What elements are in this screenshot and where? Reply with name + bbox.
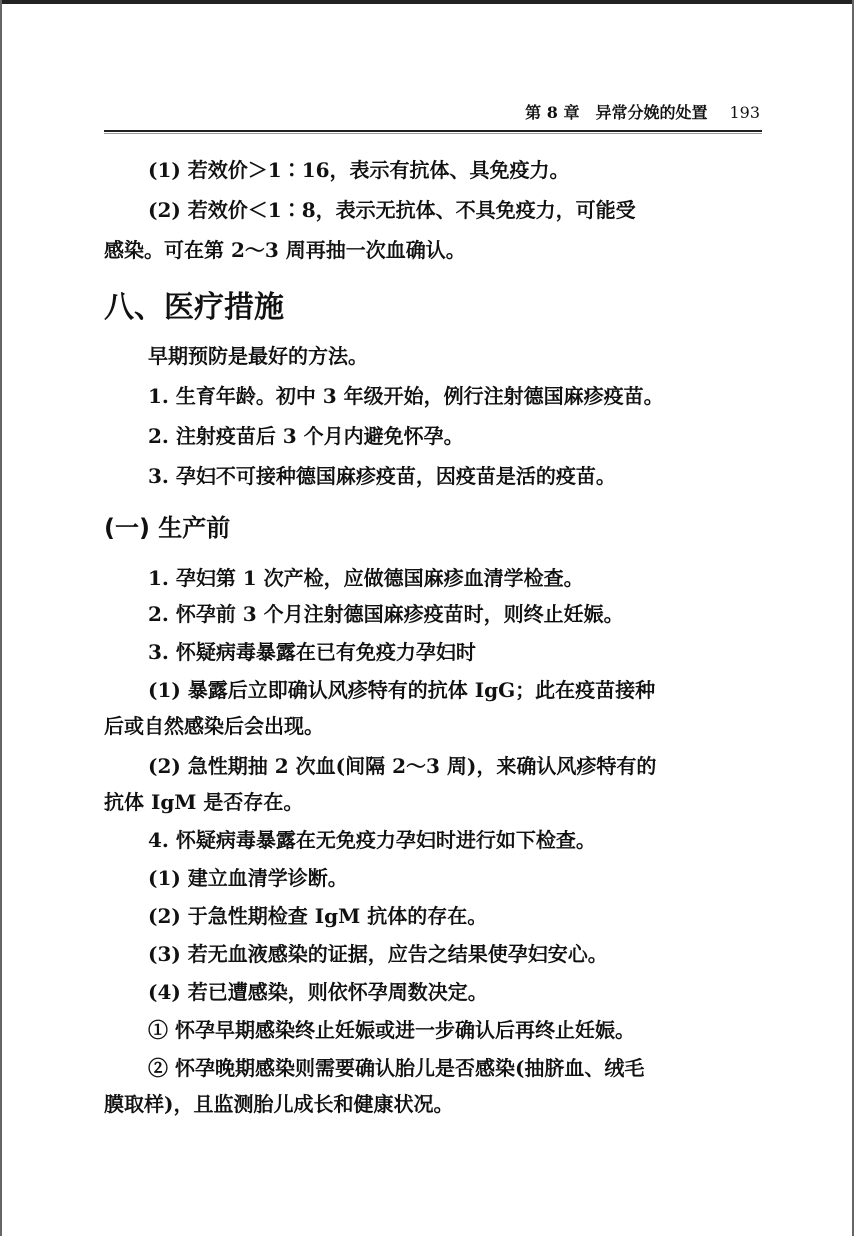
paragraph-line: (2) 若效价＜1∶8，表示无抗体、不具免疫力，可能受 [148, 198, 636, 222]
paragraph-line: (1) 若效价＞1∶16，表示有抗体、具免疫力。 [148, 158, 570, 182]
list-item: 3. 孕妇不可接种德国麻疹疫苗，因疫苗是活的疫苗。 [148, 464, 616, 488]
page-left-border [0, 0, 2, 1236]
list-item: (2) 于急性期检查 IgM 抗体的存在。 [148, 904, 488, 928]
list-item: 3. 怀疑病毒暴露在已有免疫力孕妇时 [148, 640, 476, 664]
paragraph-line: 早期预防是最好的方法。 [148, 344, 368, 368]
running-header [104, 100, 760, 128]
paragraph-line: 感染。可在第 2～3 周再抽一次血确认。 [104, 238, 466, 262]
section-heading: 八、医疗措施 [104, 290, 284, 325]
chapter-title: 第 8 章 异常分娩的处置 [525, 103, 708, 122]
list-item: 2. 注射疫苗后 3 个月内避免怀孕。 [148, 424, 464, 448]
list-item: (1) 暴露后立即确认风疹特有的抗体 IgG；此在疫苗接种 [148, 678, 656, 702]
list-item: (4) 若已遭感染，则依怀孕周数决定。 [148, 980, 488, 1004]
header-rule-thin [104, 133, 762, 134]
page-number: 193 [729, 103, 760, 122]
list-item: ① 怀孕早期感染终止妊娠或进一步确认后再终止妊娠。 [148, 1018, 635, 1042]
list-item: 4. 怀疑病毒暴露在无免疫力孕妇时进行如下检查。 [148, 828, 596, 852]
list-item: 2. 怀孕前 3 个月注射德国麻疹疫苗时，则终止妊娠。 [148, 602, 624, 626]
list-item: ② 怀孕晚期感染则需要确认胎儿是否感染(抽脐血、绒毛 [148, 1056, 645, 1080]
list-item: 1. 生育年龄。初中 3 年级开始，例行注射德国麻疹疫苗。 [148, 384, 664, 408]
list-item: (2) 急性期抽 2 次血(间隔 2～3 周)，来确认风疹特有的 [148, 754, 657, 778]
list-item-continuation: 抗体 IgM 是否存在。 [104, 790, 304, 814]
page-top-border [0, 0, 854, 4]
list-item-continuation: 膜取样)，且监测胎儿成长和健康状况。 [104, 1092, 454, 1116]
list-item-continuation: 后或自然感染后会出现。 [104, 714, 324, 738]
subsection-heading: (一) 生产前 [104, 514, 231, 542]
list-item: (1) 建立血清学诊断。 [148, 866, 348, 890]
list-item: (3) 若无血液感染的证据，应告之结果使孕妇安心。 [148, 942, 608, 966]
header-rule [104, 130, 762, 132]
list-item: 1. 孕妇第 1 次产检，应做德国麻疹血清学检查。 [148, 566, 584, 590]
